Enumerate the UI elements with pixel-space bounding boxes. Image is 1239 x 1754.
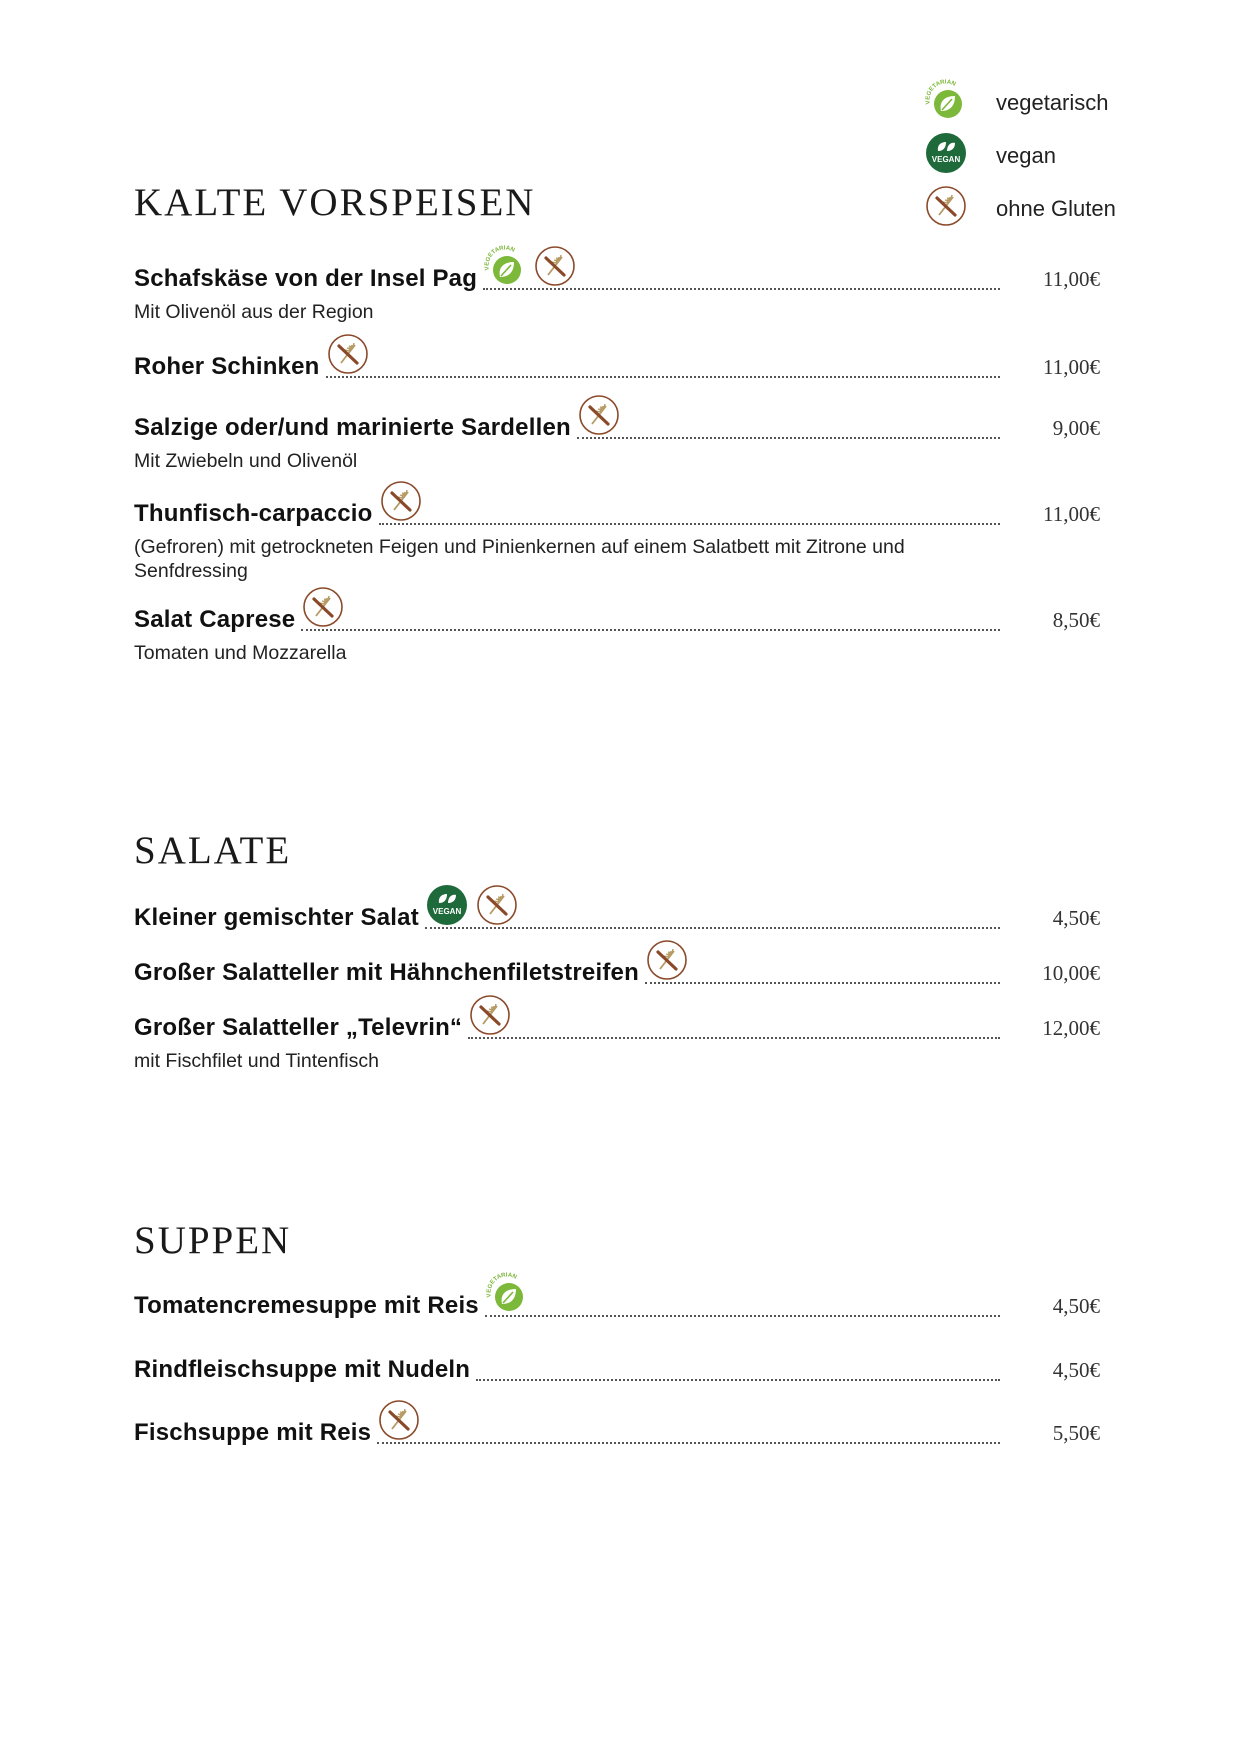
vegetarian-icon bbox=[924, 78, 968, 122]
item-price: 8,50€ bbox=[1052, 608, 1100, 632]
menu-item bbox=[134, 245, 1100, 324]
dot-leader bbox=[645, 982, 1000, 984]
item-description: Mit Zwiebeln und Olivenöl bbox=[134, 450, 358, 472]
legend-gluten-free-label: ohne Gluten bbox=[996, 196, 1116, 221]
dot-leader bbox=[301, 629, 1000, 631]
item-icons bbox=[483, 244, 577, 288]
item-description: (Gefroren) mit getrockneten Feigen und Pinienkernen auf einem Salatbett mit Zitrone und Senfdressing bbox=[134, 536, 905, 582]
item-name: Tomatencremesuppe mit Reis bbox=[134, 1292, 479, 1319]
svg-text:VEGETARIAN: VEGETARIAN bbox=[486, 1272, 518, 1298]
dot-leader bbox=[425, 927, 1000, 929]
item-price: 4,50€ bbox=[1052, 1358, 1100, 1382]
gluten-free-icon bbox=[377, 1398, 421, 1442]
item-icons bbox=[577, 393, 621, 437]
dot-leader bbox=[326, 376, 1000, 378]
gluten-free-icon bbox=[468, 993, 512, 1037]
menu-item bbox=[134, 956, 1100, 990]
gluten-free-icon bbox=[475, 883, 519, 927]
item-name: Fischsuppe mit Reis bbox=[134, 1419, 372, 1446]
dot-leader bbox=[485, 1315, 1000, 1317]
item-icons bbox=[379, 479, 423, 523]
item-icons bbox=[468, 993, 512, 1037]
vegetarian-icon bbox=[485, 1271, 529, 1315]
item-name: Schafskäse von der Insel Pag bbox=[134, 265, 478, 292]
menu-item bbox=[134, 603, 1100, 665]
menu-item bbox=[134, 1416, 1100, 1450]
svg-text:VEGAN: VEGAN bbox=[432, 907, 462, 916]
gluten-free-icon bbox=[645, 938, 689, 982]
dot-leader bbox=[377, 1442, 1000, 1444]
menu-item bbox=[134, 1011, 1100, 1073]
item-name: Kleiner gemischter Salat bbox=[134, 904, 419, 931]
item-icons bbox=[485, 1271, 529, 1315]
legend-gluten-free bbox=[920, 184, 1220, 237]
item-name: Rindfleischsuppe mit Nudeln bbox=[134, 1356, 471, 1383]
item-name: Roher Schinken bbox=[134, 353, 320, 380]
gluten-free-icon bbox=[379, 479, 423, 523]
vegan-icon bbox=[924, 131, 968, 175]
vegan-icon bbox=[425, 883, 469, 927]
item-price: 9,00€ bbox=[1052, 416, 1100, 440]
item-name: Großer Salatteller „Televrin“ bbox=[134, 1014, 463, 1041]
item-price: 4,50€ bbox=[1052, 1294, 1100, 1318]
svg-text:VEGETARIAN: VEGETARIAN bbox=[484, 245, 516, 271]
section-title: SUPPEN bbox=[134, 1219, 292, 1262]
item-icons bbox=[645, 938, 689, 982]
gluten-free-icon bbox=[326, 332, 370, 376]
menu-item bbox=[134, 350, 1100, 384]
item-icons bbox=[425, 883, 519, 927]
legend-vegan-label: vegan bbox=[996, 143, 1056, 168]
menu-item bbox=[134, 411, 1100, 473]
menu-item bbox=[134, 497, 1100, 583]
item-icons bbox=[301, 585, 345, 629]
item-description: mit Fischfilet und Tintenfisch bbox=[134, 1050, 379, 1072]
dot-leader bbox=[483, 288, 1000, 290]
item-price: 4,50€ bbox=[1052, 906, 1100, 930]
item-price: 11,00€ bbox=[1043, 502, 1100, 526]
item-price: 10,00€ bbox=[1042, 961, 1100, 985]
svg-text:VEGAN: VEGAN bbox=[931, 155, 961, 164]
gluten-free-icon bbox=[301, 585, 345, 629]
gluten-free-icon bbox=[577, 393, 621, 437]
section-title: KALTE VORSPEISEN bbox=[134, 181, 536, 224]
dot-leader bbox=[577, 437, 1000, 439]
section-title: SALATE bbox=[134, 829, 292, 872]
legend-vegan bbox=[920, 131, 1220, 184]
legend bbox=[920, 78, 1220, 237]
menu-item bbox=[134, 1272, 1100, 1323]
item-name: Salzige oder/und marinierte Sardellen bbox=[134, 414, 571, 441]
gluten-free-icon bbox=[924, 184, 968, 228]
item-price: 11,00€ bbox=[1043, 267, 1100, 291]
legend-vegetarian bbox=[920, 78, 1220, 131]
item-icons bbox=[326, 332, 370, 376]
dot-leader bbox=[379, 523, 1000, 525]
item-icons bbox=[377, 1398, 421, 1442]
item-description: Mit Olivenöl aus der Region bbox=[134, 301, 374, 323]
item-description: Tomaten und Mozzarella bbox=[134, 642, 347, 664]
menu-item bbox=[134, 1353, 1100, 1387]
vegetarian-icon bbox=[483, 244, 527, 288]
item-price: 5,50€ bbox=[1052, 1421, 1100, 1445]
item-name: Großer Salatteller mit Hähnchenfiletstreifen bbox=[134, 959, 639, 986]
menu-item bbox=[134, 901, 1100, 935]
item-price: 12,00€ bbox=[1042, 1016, 1100, 1040]
legend-vegetarian-label: vegetarisch bbox=[996, 90, 1109, 115]
item-name: Salat Caprese bbox=[134, 606, 296, 633]
gluten-free-icon bbox=[533, 244, 577, 288]
dot-leader bbox=[468, 1037, 1000, 1039]
item-name: Thunfisch-carpaccio bbox=[134, 500, 373, 527]
svg-text:VEGETARIAN: VEGETARIAN bbox=[925, 79, 957, 105]
item-price: 11,00€ bbox=[1043, 355, 1100, 379]
dot-leader bbox=[476, 1379, 1000, 1381]
